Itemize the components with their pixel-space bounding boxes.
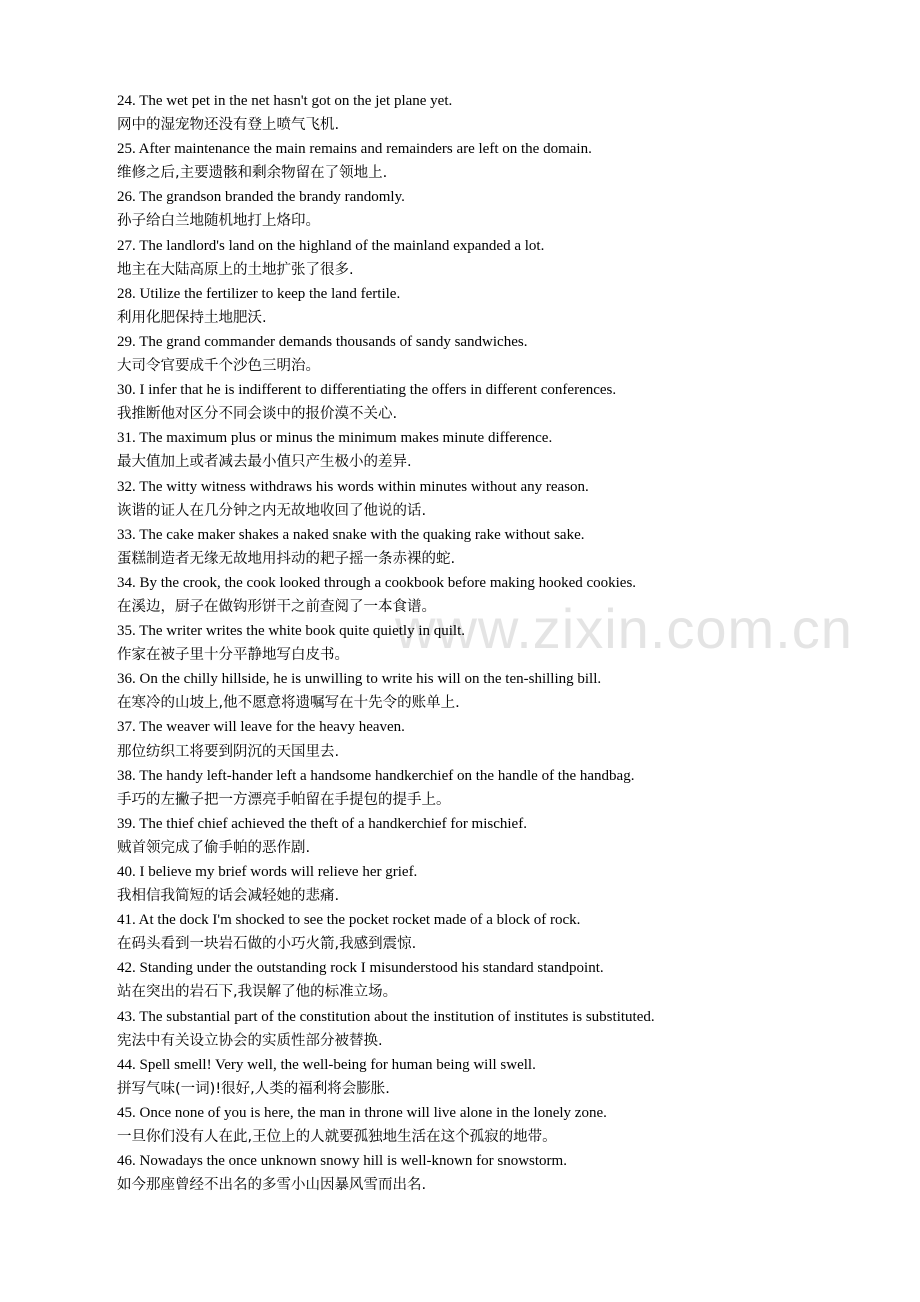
english-sentence: 33. The cake maker shakes a naked snake with the quaking rake without sake. — [117, 526, 585, 543]
list-item — [117, 812, 897, 860]
english-sentence: 41. At the dock I'm shocked to see the pocket rocket made of a block of rock. — [117, 912, 581, 929]
list-item — [117, 89, 897, 137]
english-sentence: 29. The grand commander demands thousands of sandy sandwiches. — [117, 333, 528, 350]
list-item — [117, 330, 897, 378]
list-item — [117, 282, 897, 330]
list-item — [117, 426, 897, 474]
english-sentence: 32. The witty witness withdraws his words within minutes without any reason. — [117, 478, 589, 495]
list-item — [117, 860, 897, 908]
chinese-translation: 作家在被子里十分平静地写白皮书。 — [117, 647, 349, 664]
chinese-translation: 在溪边，厨子在做钩形饼干之前查阅了一本食谱。 — [117, 598, 436, 615]
english-sentence: 42. Standing under the outstanding rock I misunderstood his standard standpoint. — [117, 960, 604, 977]
list-item — [117, 185, 897, 233]
chinese-translation: 如今那座曾经不出名的多雪小山因暴风雪而出名. — [117, 1177, 427, 1194]
list-item — [117, 956, 897, 1004]
chinese-translation: 在寒冷的山坡上,他不愿意将遗嘱写在十先令的账单上. — [117, 695, 460, 712]
english-sentence: 37. The weaver will leave for the heavy heaven. — [117, 719, 405, 736]
english-sentence: 38. The handy left-hander left a handsome handkerchief on the handle of the handbag. — [117, 767, 635, 784]
english-sentence: 34. By the crook, the cook looked through a cookbook before making hooked cookies. — [117, 574, 637, 591]
sentence-list — [117, 89, 897, 1197]
list-item — [117, 1053, 897, 1101]
chinese-translation: 我相信我简短的话会减轻她的悲痛. — [117, 888, 340, 905]
chinese-translation: 利用化肥保持土地肥沃. — [117, 309, 267, 326]
list-item — [117, 715, 897, 763]
english-sentence: 43. The substantial part of the constitution about the institution of institutes is substituted. — [117, 1008, 655, 1025]
english-sentence: 28. Utilize the fertilizer to keep the land fertile. — [117, 285, 401, 302]
list-item — [117, 475, 897, 523]
chinese-translation: 宪法中有关设立协会的实质性部分被替换. — [117, 1032, 383, 1049]
chinese-translation: 拼写气味(一词)!很好,人类的福利将会膨胀. — [117, 1080, 390, 1097]
chinese-translation: 网中的湿宠物还没有登上喷气飞机. — [117, 117, 340, 134]
chinese-translation: 维修之后,主要遗骸和剩余物留在了领地上. — [117, 165, 388, 182]
chinese-translation: 孙子给白兰地随机地打上烙印。 — [117, 213, 320, 230]
chinese-translation: 贼首领完成了偷手帕的恶作剧. — [117, 839, 311, 856]
chinese-translation: 最大值加上或者减去最小值只产生极小的差异. — [117, 454, 412, 471]
chinese-translation: 地主在大陆高原上的土地扩张了很多. — [117, 261, 354, 278]
chinese-translation: 在码头看到一块岩石做的小巧火箭,我感到震惊. — [117, 936, 417, 953]
list-item — [117, 571, 897, 619]
english-sentence: 26. The grandson branded the brandy randomly. — [117, 189, 405, 206]
chinese-translation: 我推断他对区分不同会谈中的报价漠不关心. — [117, 406, 398, 423]
watermark-text: www.zixin.com.cn — [395, 597, 853, 660]
list-item — [117, 378, 897, 426]
chinese-translation: 那位纺织工将要到阴沉的天国里去. — [117, 743, 340, 760]
english-sentence: 45. Once none of you is here, the man in throne will live alone in the lonely zone. — [117, 1104, 607, 1121]
chinese-translation: 蛋糕制造者无缘无故地用抖动的耙子摇一条赤裸的蛇. — [117, 550, 456, 567]
chinese-translation: 诙谐的证人在几分钟之内无故地收回了他说的话. — [117, 502, 427, 519]
list-item — [117, 1149, 897, 1197]
english-sentence: 39. The thief chief achieved the theft of a handkerchief for mischief. — [117, 815, 527, 832]
list-item — [117, 1005, 897, 1053]
list-item — [117, 764, 897, 812]
list-item — [117, 137, 897, 185]
english-sentence: 36. On the chilly hillside, he is unwilling to write his will on the ten-shilling bill. — [117, 671, 602, 688]
english-sentence: 30. I infer that he is indifferent to differentiating the offers in different conferences. — [117, 382, 617, 399]
chinese-translation: 大司令官要成千个沙色三明治。 — [117, 358, 320, 375]
english-sentence: 27. The landlord's land on the highland of the mainland expanded a lot. — [117, 237, 545, 254]
english-sentence: 35. The writer writes the white book quite quietly in quilt. — [117, 623, 465, 640]
english-sentence: 46. Nowadays the once unknown snowy hill is well-known for snowstorm. — [117, 1153, 567, 1170]
list-item — [117, 523, 897, 571]
chinese-translation: 手巧的左撇子把一方漂亮手帕留在手提包的提手上。 — [117, 791, 451, 808]
english-sentence: 40. I believe my brief words will relieve her grief. — [117, 864, 418, 880]
list-item — [117, 619, 897, 667]
chinese-translation: 一旦你们没有人在此,王位上的人就要孤独地生活在这个孤寂的地带。 — [117, 1129, 557, 1146]
english-sentence: 44. Spell smell! Very well, the well-being for human being will swell. — [117, 1056, 536, 1073]
chinese-translation: 站在突出的岩石下,我误解了他的标准立场。 — [117, 984, 398, 1001]
english-sentence: 31. The maximum plus or minus the minimum makes minute difference. — [117, 430, 553, 447]
english-sentence: 25. After maintenance the main remains and remainders are left on the domain. — [117, 141, 592, 158]
list-item — [117, 1101, 897, 1149]
list-item — [117, 667, 897, 715]
english-sentence: 24. The wet pet in the net hasn't got on the jet plane yet. — [117, 93, 453, 109]
list-item — [117, 234, 897, 282]
list-item — [117, 908, 897, 956]
